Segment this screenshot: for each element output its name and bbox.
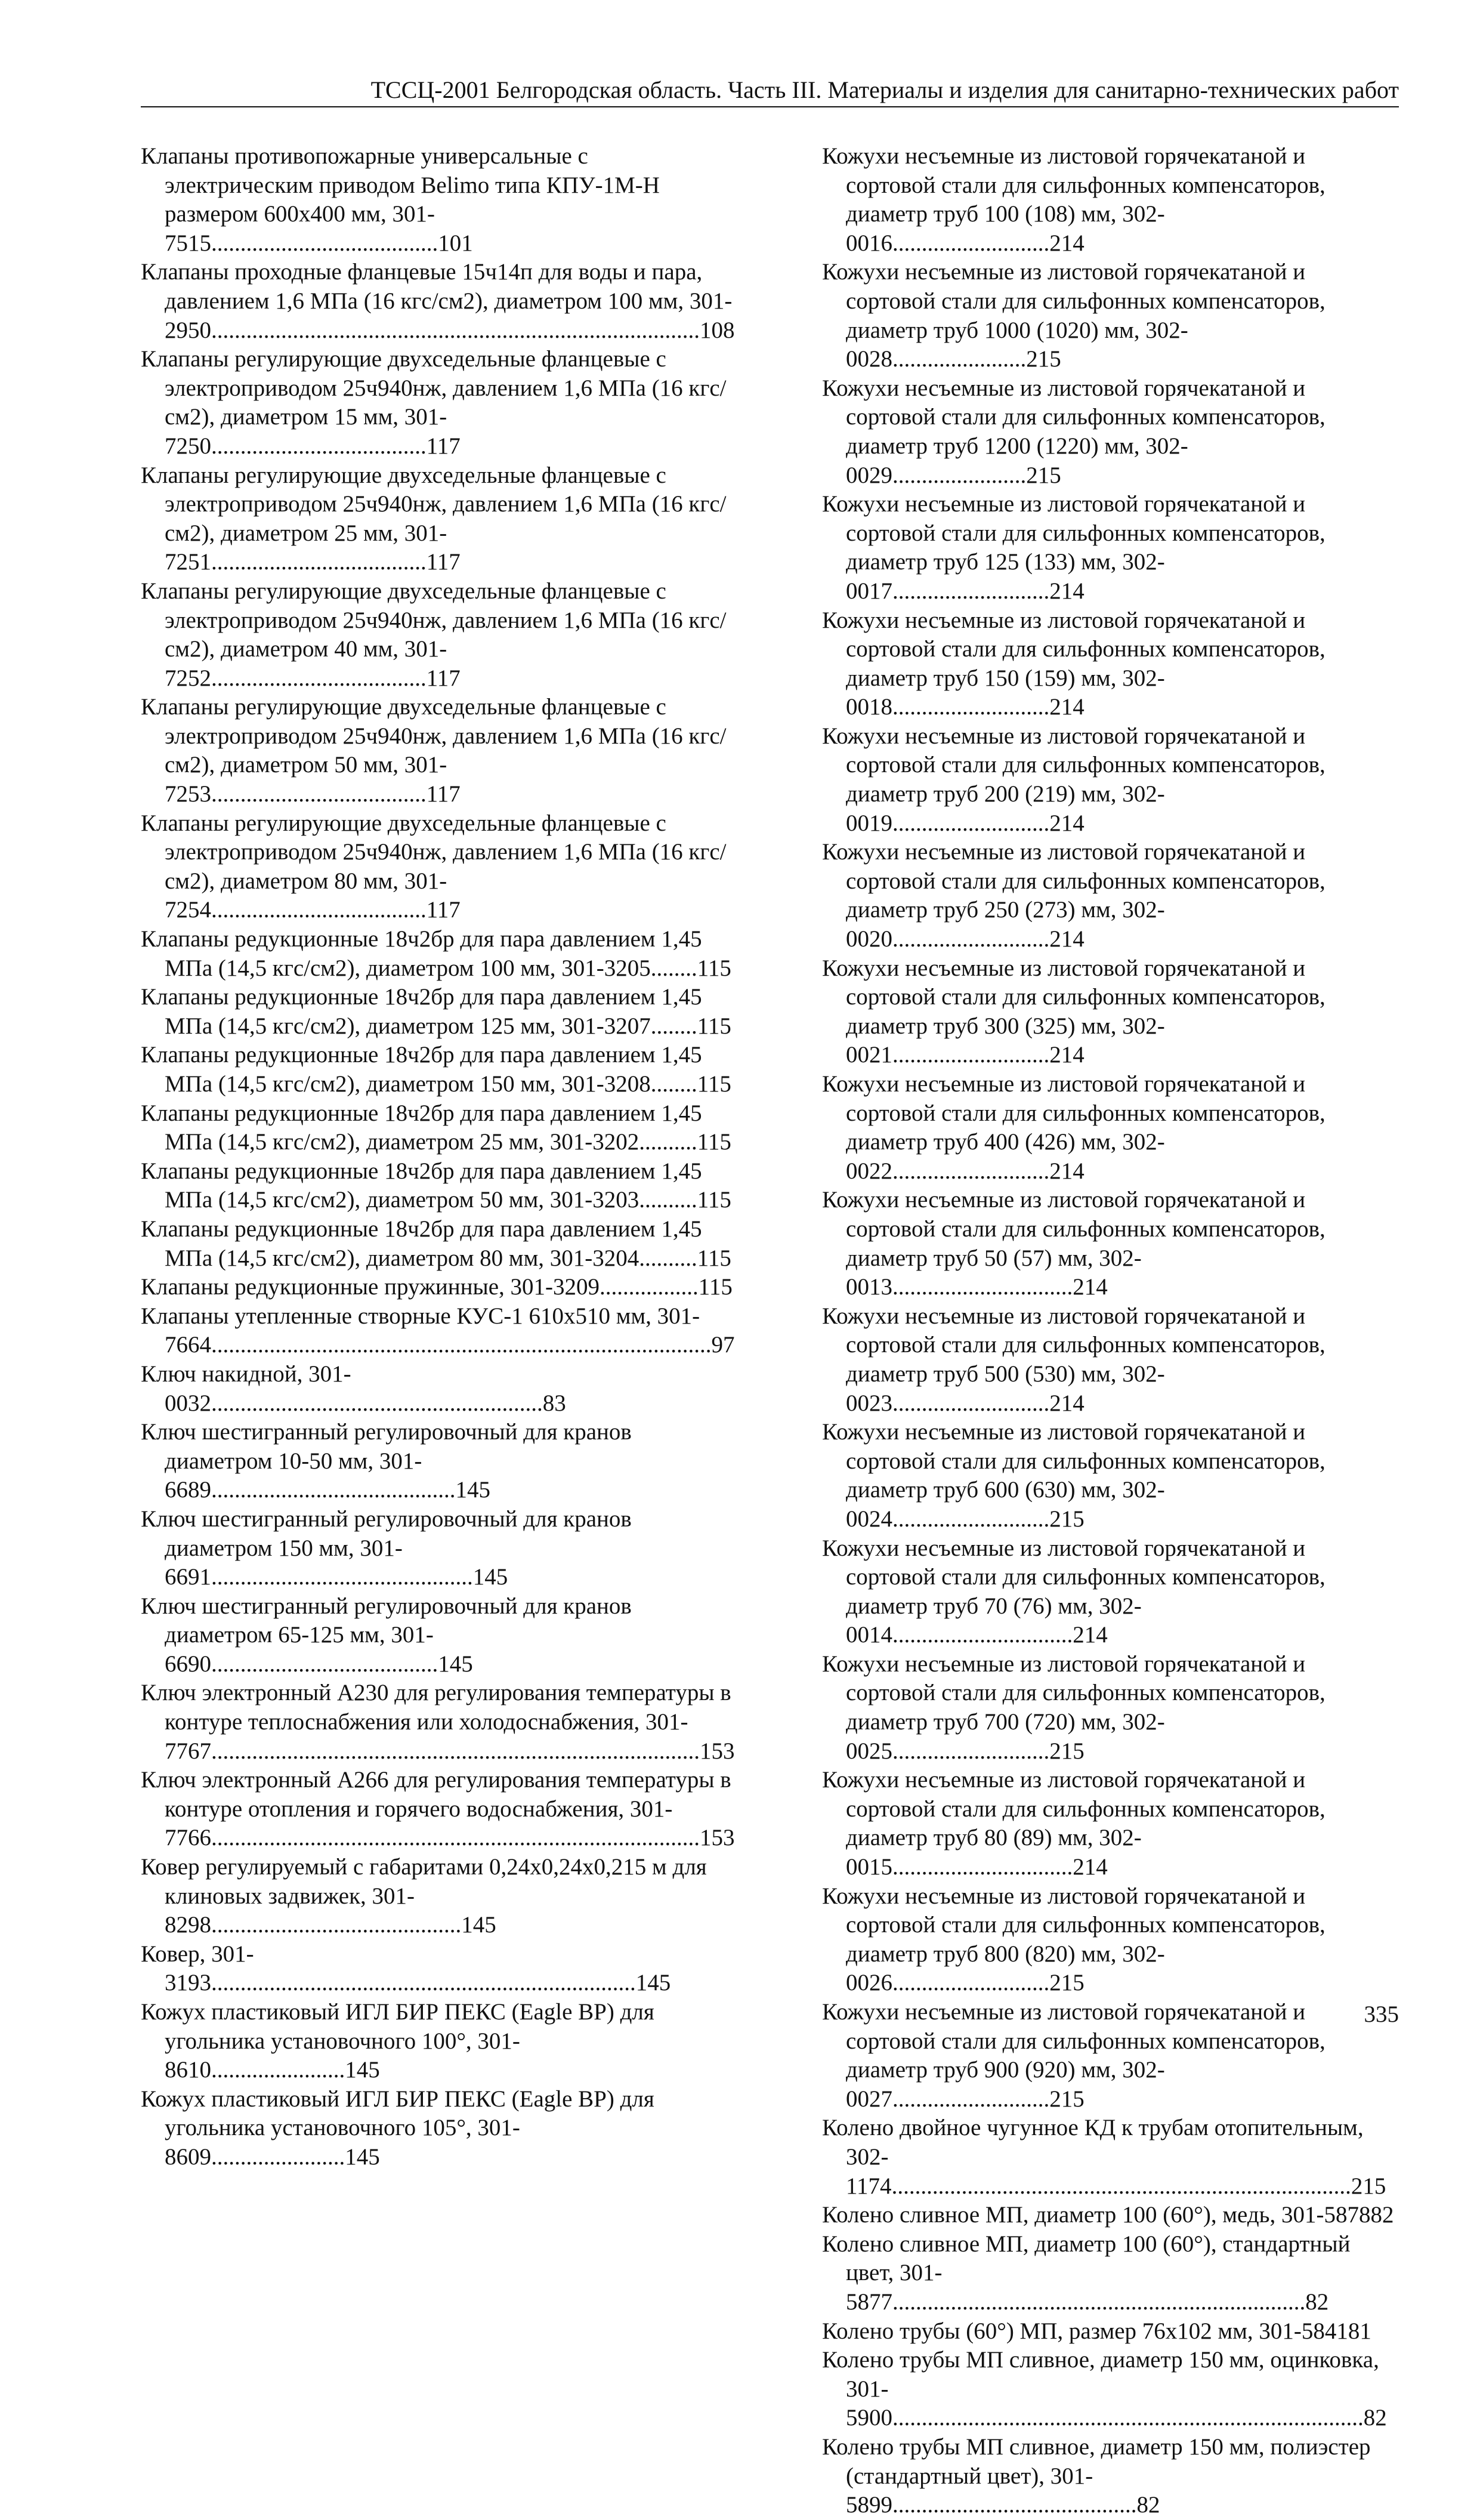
entry-page-number: 97	[711, 1332, 735, 1358]
index-entry	[822, 2230, 1399, 2317]
index-entry	[822, 1534, 1399, 1650]
index-entry	[822, 1650, 1399, 1766]
dot-leader: ...........................	[892, 1506, 1050, 1532]
dot-leader: ...........................	[892, 1158, 1050, 1184]
entry-page-number: 115	[697, 955, 731, 981]
index-entry	[141, 1418, 735, 1505]
entry-text: Кожухи несъемные из листовой горячекатаной и сортовой стали для сильфонных компенсаторов, диаметр труб 400 (426) мм, 302-0022	[822, 1071, 1325, 1184]
entry-text: Ключ шестигранный регулировочный для кранов диаметром 65-125 мм, 301-6690	[141, 1593, 632, 1677]
dot-leader: .......................	[211, 2143, 345, 2170]
dot-leader: ...........................	[892, 230, 1050, 256]
index-column-right	[822, 142, 1399, 2520]
entry-text: Клапаны противопожарные универсальные с электрическим приводом Belimo типа КПУ-1М-Н размером 600х400 мм, 301-7515	[141, 143, 660, 256]
dot-leader: .......................................	[211, 230, 438, 256]
index-entry	[141, 1998, 735, 2085]
entry-text: Ковер регулируемый с габаритами 0,24х0,24х0,215 м для клиновых задвижек, 301-8298	[141, 1854, 707, 1938]
index-entry	[822, 1766, 1399, 1881]
dot-leader: .......................	[892, 462, 1027, 488]
entry-page-number: 214	[1049, 230, 1084, 256]
dot-leader: ...........................	[892, 810, 1050, 836]
entry-text: Клапаны утепленные створные КУС-1 610х510 мм, 301-7664	[141, 1303, 700, 1358]
dot-leader: ...............................	[892, 1854, 1073, 1880]
entry-text: Кожухи несъемные из листовой горячекатаной и сортовой стали для сильфонных компенсаторов, диаметр труб 1000 (1020) мм, 302-0028	[822, 259, 1325, 372]
entry-text: Кожухи несъемные из листовой горячекатаной и сортовой стали для сильфонных компенсаторов, диаметр труб 1200 (1220) мм, 302-0029	[822, 375, 1325, 488]
entry-text: Ключ шестигранный регулировочный для кранов диаметром 150 мм, 301-6691	[141, 1506, 632, 1590]
index-entry	[822, 490, 1399, 606]
index-entry	[141, 2085, 735, 2172]
entry-page-number: 214	[1049, 578, 1084, 604]
entry-page-number: 153	[700, 1825, 735, 1851]
entry-text: Ключ накидной, 301-0032	[141, 1361, 351, 1416]
entry-text: Колено трубы (60°) МП, размер 76х102 мм, 301-584181	[822, 2318, 1371, 2344]
dot-leader: ....................................................................................	[211, 317, 700, 343]
dot-leader: ..........	[639, 1187, 697, 1213]
entry-text: Кожухи несъемные из листовой горячекатаной и сортовой стали для сильфонных компенсаторов, диаметр труб 100 (108) мм, 302-0016	[822, 143, 1325, 256]
index-entry	[822, 1302, 1399, 1418]
index-entry	[822, 1186, 1399, 1301]
entry-page-number: 115	[697, 1013, 731, 1039]
entry-page-number: 215	[1049, 2086, 1084, 2112]
dot-leader: ........	[650, 1071, 697, 1097]
entry-text: Клапаны редукционные пружинные, 301-3209	[141, 1274, 600, 1300]
dot-leader: .....................................	[211, 665, 427, 691]
index-entry	[141, 1041, 735, 1099]
entry-page-number: 115	[697, 1071, 731, 1097]
entry-text: Ключ электронный А266 для регулирования температуры в контуре отопления и горячего водоснабжения, 301-7766	[141, 1767, 731, 1851]
entry-text: Кожухи несъемные из листовой горячекатаной и сортовой стали для сильфонных компенсаторов, диаметр труб 600 (630) мм, 302-0024	[822, 1419, 1325, 1532]
entry-page-number: 145	[635, 1970, 671, 1996]
index-entry	[141, 1766, 735, 1853]
index-entry	[822, 1418, 1399, 1534]
entry-text: Колено трубы МП сливное, диаметр 150 мм, оцинковка, 301-5900	[822, 2347, 1379, 2431]
entry-text: Кожухи несъемные из листовой горячекатаной и сортовой стали для сильфонных компенсаторов, диаметр труб 500 (530) мм, 302-0023	[822, 1303, 1325, 1416]
entry-page-number: 145	[472, 1564, 508, 1590]
dot-leader: ...........................................	[211, 1912, 462, 1938]
entry-text: Клапаны редукционные 18ч2бр для пара давлением 1,45 МПа (14,5 кгс/см2), диаметром 125 мм, 301-3207	[141, 984, 702, 1039]
dot-leader: ...............................................................................	[891, 2173, 1351, 2199]
index-entry	[141, 1215, 735, 1273]
entry-page-number: 145	[455, 1477, 490, 1503]
entry-text: Клапаны регулирующие двухседельные фланцевые с электроприводом 25ч940нж, давлением 1,6 МПа (16 кгс/см2), диаметром 15 мм, 301-7250	[141, 346, 727, 459]
entry-page-number: 153	[700, 1738, 735, 1764]
dot-leader: ..........................................	[211, 1477, 456, 1503]
dot-leader: ...........................	[892, 1738, 1050, 1764]
entry-text: Кожухи несъемные из листовой горячекатаной и сортовой стали для сильфонных компенсаторов, диаметр труб 800 (820) мм, 302-0026	[822, 1883, 1325, 1996]
entry-page-number: 115	[698, 1274, 733, 1300]
dot-leader: ..........	[639, 1245, 697, 1271]
entry-text: Кожухи несъемные из листовой горячекатаной и сортовой стали для сильфонных компенсаторов, диаметр труб 200 (219) мм, 302-0019	[822, 723, 1325, 836]
index-column-left	[141, 142, 735, 2172]
dot-leader: ........	[650, 955, 697, 981]
entry-text: Кожухи несъемные из листовой горячекатаной и сортовой стали для сильфонных компенсаторов, диаметр труб 70 (76) мм, 302-0014	[822, 1535, 1325, 1648]
entry-text: Клапаны редукционные 18ч2бр для пара давлением 1,45 МПа (14,5 кгс/см2), диаметром 25 мм, 301-3202	[141, 1100, 702, 1155]
index-entry	[141, 1099, 735, 1157]
index-entry	[141, 1592, 735, 1679]
entry-page-number: 214	[1073, 1854, 1108, 1880]
entry-text: Клапаны редукционные 18ч2бр для пара давлением 1,45 МПа (14,5 кгс/см2), диаметром 50 мм, 301-3203	[141, 1158, 702, 1213]
entry-page-number: 101	[438, 230, 473, 256]
entry-page-number: 117	[426, 665, 461, 691]
entry-page-number: 214	[1049, 694, 1084, 720]
entry-page-number: 117	[426, 549, 461, 575]
dot-leader: ...........................	[892, 1970, 1050, 1996]
entry-text: Колено трубы МП сливное, диаметр 150 мм, полиэстер (стандартный цвет), 301-5899	[822, 2433, 1371, 2518]
dot-leader: ...............................	[892, 1622, 1073, 1648]
index-entry	[822, 2201, 1399, 2230]
index-entry	[822, 2346, 1399, 2433]
index-entry	[141, 809, 735, 925]
index-entry	[822, 374, 1399, 490]
entry-text: Кожух пластиковый ИГЛ БИР ПЕКС (Eagle BP) для угольника установочного 100°, 301-8610	[141, 1999, 654, 2083]
entry-page-number: 117	[426, 781, 461, 807]
entry-text: Клапаны регулирующие двухседельные фланцевые с электроприводом 25ч940нж, давлением 1,6 МПа (16 кгс/см2), диаметром 50 мм, 301-7253	[141, 694, 727, 807]
dot-leader: ......................................................................................	[211, 1332, 712, 1358]
index-entry	[141, 1157, 735, 1215]
entry-page-number: 214	[1049, 1042, 1084, 1068]
entry-page-number: 145	[461, 1912, 496, 1938]
index-entry	[141, 258, 735, 345]
dot-leader: ....................................................................................	[211, 1738, 700, 1764]
index-entry	[822, 2317, 1399, 2346]
dot-leader: .......................	[211, 2057, 345, 2083]
index-entry	[141, 1940, 735, 1998]
entry-text: Клапаны регулирующие двухседельные фланцевые с электроприводом 25ч940нж, давлением 1,6 МПа (16 кгс/см2), диаметром 40 мм, 301-7252	[141, 578, 727, 691]
entry-text: Кожухи несъемные из листовой горячекатаной и сортовой стали для сильфонных компенсаторов, диаметр труб 125 (133) мм, 302-0017	[822, 491, 1325, 604]
dot-leader: .....................................	[211, 897, 427, 923]
dot-leader: ...........................	[892, 1390, 1050, 1416]
dot-leader: .........................................................................	[211, 1970, 636, 1996]
index-entry	[822, 142, 1399, 258]
dot-leader: .....................................	[211, 549, 427, 575]
entry-text: Кожухи несъемные из листовой горячекатаной и сортовой стали для сильфонных компенсаторов, диаметр труб 80 (89) мм, 302-0015	[822, 1767, 1325, 1880]
page-number: 335	[1364, 2001, 1399, 2027]
dot-leader: .........................................................	[211, 1390, 543, 1416]
entry-page-number: 214	[1073, 1622, 1108, 1648]
index-entry	[141, 1273, 735, 1302]
entry-page-number: 145	[438, 1651, 473, 1677]
entry-text: Клапаны редукционные 18ч2бр для пара давлением 1,45 МПа (14,5 кгс/см2), диаметром 100 мм, 301-3205	[141, 926, 702, 981]
entry-text: Ковер, 301-3193	[141, 1941, 254, 1996]
index-entry	[822, 722, 1399, 838]
entry-page-number: 83	[542, 1390, 566, 1416]
entry-page-number: 115	[697, 1245, 731, 1271]
index-entry	[141, 925, 735, 983]
entry-page-number: 214	[1049, 810, 1084, 836]
dot-leader: ..........................................	[892, 2492, 1137, 2518]
entry-page-number: 215	[1049, 1506, 1084, 1532]
entry-text: Кожухи несъемные из листовой горячекатаной и сортовой стали для сильфонных компенсаторов, диаметр труб 150 (159) мм, 302-0018	[822, 607, 1325, 720]
dot-leader: .................	[600, 1274, 699, 1300]
entry-page-number: 215	[1026, 346, 1061, 372]
index-entry	[141, 1302, 735, 1360]
index-entry	[822, 1998, 1399, 2114]
dot-leader: .....................................	[211, 781, 427, 807]
index-entry	[822, 1882, 1399, 1998]
entry-page-number: 215	[1049, 1970, 1084, 1996]
entry-text: Ключ шестигранный регулировочный для кранов диаметром 10-50 мм, 301-6689	[141, 1419, 632, 1503]
dot-leader: ...........................	[892, 2086, 1050, 2112]
dot-leader: ....................................................................................	[211, 1825, 700, 1851]
dot-leader: ........	[650, 1013, 697, 1039]
entry-text: Кожухи несъемные из листовой горячекатаной и сортовой стали для сильфонных компенсаторов, диаметр труб 50 (57) мм, 302-0013	[822, 1187, 1325, 1300]
index-entry	[141, 1853, 735, 1940]
entry-page-number: 214	[1049, 926, 1084, 952]
entry-page-number: 214	[1073, 1274, 1108, 1300]
entry-text: Колено двойное чугунное КД к трубам отопительным, 302-1174	[822, 2115, 1364, 2199]
header-rule	[141, 106, 1399, 107]
index-entry	[822, 2433, 1399, 2520]
entry-text: Клапаны редукционные 18ч2бр для пара давлением 1,45 МПа (14,5 кгс/см2), диаметром 80 мм, 301-3204	[141, 1216, 702, 1271]
index-entry	[822, 606, 1399, 722]
entry-text: Колено сливное МП, диаметр 100 (60°), стандартный цвет, 301-5877	[822, 2231, 1351, 2315]
entry-text: Клапаны регулирующие двухседельные фланцевые с электроприводом 25ч940нж, давлением 1,6 МПа (16 кгс/см2), диаметром 25 мм, 301-7251	[141, 462, 727, 575]
running-header: ТССЦ-2001 Белгородская область. Часть III. Материалы и изделия для санитарно-технических работ	[370, 76, 1399, 103]
entry-text: Кожухи несъемные из листовой горячекатаной и сортовой стали для сильфонных компенсаторов, диаметр труб 250 (273) мм, 302-0020	[822, 839, 1325, 952]
index-entry	[822, 1070, 1399, 1186]
dot-leader: .......................................	[211, 1651, 438, 1677]
entry-page-number: 117	[426, 897, 461, 923]
entry-page-number: 215	[1049, 1738, 1084, 1764]
entry-text: Клапаны редукционные 18ч2бр для пара давлением 1,45 МПа (14,5 кгс/см2), диаметром 150 мм, 301-3208	[141, 1042, 702, 1097]
entry-page-number: 82	[1370, 2202, 1394, 2228]
entry-page-number: 215	[1351, 2173, 1386, 2199]
entry-text: Кожух пластиковый ИГЛ БИР ПЕКС (Eagle BP) для угольника установочного 105°, 301-8609	[141, 2086, 654, 2170]
dot-leader: .......................	[892, 346, 1027, 372]
index-entry	[822, 258, 1399, 374]
index-entry	[141, 1360, 735, 1418]
dot-leader: .............................................	[211, 1564, 473, 1590]
dot-leader: ...........................	[892, 578, 1050, 604]
entry-page-number: 214	[1049, 1390, 1084, 1416]
index-entry	[141, 1679, 735, 1766]
entry-page-number: 115	[697, 1129, 731, 1155]
entry-text: Кожухи несъемные из листовой горячекатаной и сортовой стали для сильфонных компенсаторов, диаметр труб 700 (720) мм, 302-0025	[822, 1651, 1325, 1764]
index-entry	[141, 345, 735, 461]
entry-page-number: 214	[1049, 1158, 1084, 1184]
entry-page-number: 215	[1026, 462, 1061, 488]
index-entry	[141, 461, 735, 577]
dot-leader: .......................................................................	[892, 2288, 1306, 2315]
entry-text: Ключ электронный А230 для регулирования температуры в контуре теплоснабжения или холодоснабжения, 301-7767	[141, 1680, 731, 1764]
entry-page-number: 145	[345, 2057, 380, 2083]
dot-leader: ...........................	[892, 694, 1050, 720]
index-entry	[141, 142, 735, 258]
entry-page-number: 82	[1305, 2288, 1329, 2315]
entry-page-number: 82	[1136, 2492, 1160, 2518]
entry-page-number: 108	[700, 317, 735, 343]
entry-page-number: 117	[426, 433, 461, 459]
dot-leader: ...............................	[892, 1274, 1073, 1300]
dot-leader: .....................................	[211, 433, 427, 459]
dot-leader: ..........	[639, 1129, 697, 1155]
entry-text: Кожухи несъемные из листовой горячекатаной и сортовой стали для сильфонных компенсаторов, диаметр труб 900 (920) мм, 302-0027	[822, 1999, 1325, 2112]
entry-text: Клапаны регулирующие двухседельные фланцевые с электроприводом 25ч940нж, давлением 1,6 МПа (16 кгс/см2), диаметром 80 мм, 301-7254	[141, 810, 727, 923]
entry-page-number: 145	[345, 2143, 380, 2170]
index-entry	[822, 2114, 1399, 2201]
index-entry	[141, 693, 735, 809]
index-entry	[141, 983, 735, 1041]
entry-text: Клапаны проходные фланцевые 15ч14п для воды и пара, давлением 1,6 МПа (16 кгс/см2), диаметром 100 мм, 301-2950	[141, 259, 733, 343]
entry-page-number: 115	[697, 1187, 731, 1213]
dot-leader: ...........................	[892, 926, 1050, 952]
dot-leader: .................................................................................	[892, 2405, 1364, 2431]
index-entry	[141, 577, 735, 693]
index-entry	[141, 1505, 735, 1592]
entry-text: Кожухи несъемные из листовой горячекатаной и сортовой стали для сильфонных компенсаторов, диаметр труб 300 (325) мм, 302-0021	[822, 955, 1325, 1068]
index-entry	[822, 838, 1399, 954]
index-entry	[822, 954, 1399, 1070]
entry-text: Колено сливное МП, диаметр 100 (60°), медь, 301-5878	[822, 2202, 1371, 2228]
entry-page-number: 82	[1363, 2405, 1387, 2431]
dot-leader: ...........................	[892, 1042, 1050, 1068]
